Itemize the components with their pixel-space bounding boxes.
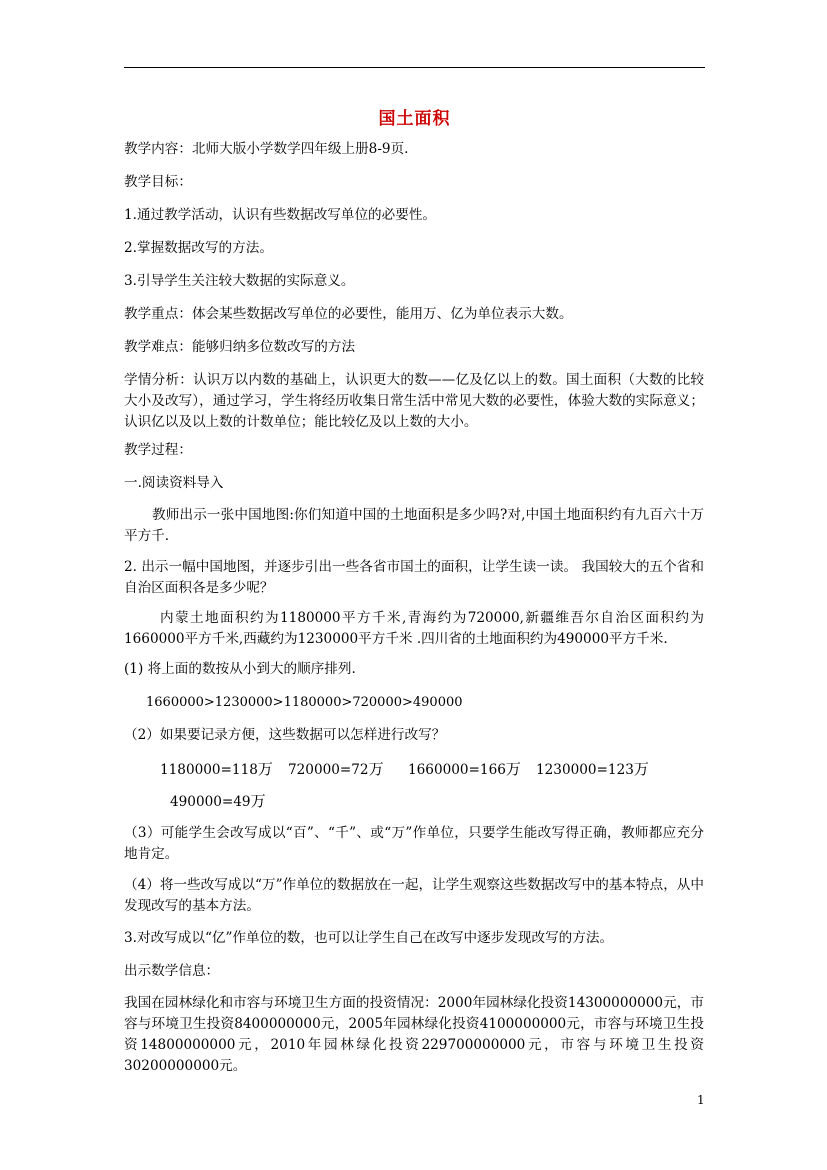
difficulty: 教学难点：能够归纳多位数改写的方法 [124,339,356,355]
conversion-4: 1230000=123万 [536,760,649,778]
intro-paragraph: 教师出示一张中国地图:你们知道中国的土地面积是多少吗?对,中国土地面积约有九百六十万平方千. [124,507,704,544]
step-3: 3.对改写成以“亿”作单位的数，也可以让学生自己在改写中逐步发现改写的方法。 [124,930,614,946]
goals-heading: 教学目标： [124,174,192,190]
order-result: 1660000>1230000>1180000>720000>490000 [146,695,463,710]
header-rule [124,67,705,68]
areas-paragraph: 内蒙土地面积约为1180000平方千米,青海约为720000,新疆维吾尔自治区面积约为1660000平方千米,西藏约为1230000平方千米 .四川省的土地面积约为490000平方千米. [124,610,704,647]
page-number: 1 [697,1093,705,1107]
conversion-2: 720000=72万 [288,760,384,778]
goal-3: 3.引导学生关注较大数据的实际意义。 [124,273,355,289]
goal-2: 2.掌握数据改写的方法。 [124,240,273,256]
student-analysis: 学情分析：认识万以内数的基础上，认识更大的数——亿及亿以上的数。国土面积（大数的比较大小及改写），通过学习，学生将经历收集日常生活中常见大数的必要性，体验大数的实际意义；认识亿以及以上数的计数单位；能比较亿及以上数的大小。 [124,372,704,430]
conversion-5: 490000=49万 [170,792,266,810]
conversion-3: 1660000=166万 [408,760,521,778]
question-1: (1) 将上面的数按从小到大的顺序排列. [124,661,356,677]
teaching-content: 教学内容：北师大版小学数学四年级上册8-9页. [124,141,409,157]
note-3: （3）可能学生会改写成以“百”、“千”、或“万”作单位，只要学生能改写得正确，教师都应充分地肯定。 [124,825,704,862]
question-2: （2）如果要记录方便，这些数据可以怎样进行改写？ [124,727,446,743]
note-4: （4）将一些改写成以“万”作单位的数据放在一起，让学生观察这些数据改写中的基本特点，从中发现改写的基本方法。 [124,877,704,914]
investment-paragraph: 我国在园林绿化和市容与环境卫生方面的投资情况：2000年园林绿化投资14300000000元，市容与环境卫生投资8400000000元，2005年园林绿化投资4100000000元，市容与环境卫生投资14800000000元，2010年园林绿化投资229700000000元，市容与环境卫生投资30200000000元。 [124,995,704,1074]
step-2: 2. 出示一幅中国地图，并逐步引出一些各省市国土的面积，让学生读一读。 我国较大的五个省和自治区面积各是多少呢？ [124,559,704,596]
document-title: 国土面积 [378,109,451,129]
conversion-1: 1180000=118万 [160,760,273,778]
section-1-heading: 一.阅读资料导入 [124,475,224,491]
goal-1: 1.通过教学活动，认识有些数据改写单位的必要性。 [124,207,437,223]
process-heading: 教学过程： [124,442,192,458]
key-point: 教学重点：体会某些数据改写单位的必要性，能用万、亿为单位表示大数。 [124,306,573,322]
info-heading: 出示数学信息： [124,963,220,979]
